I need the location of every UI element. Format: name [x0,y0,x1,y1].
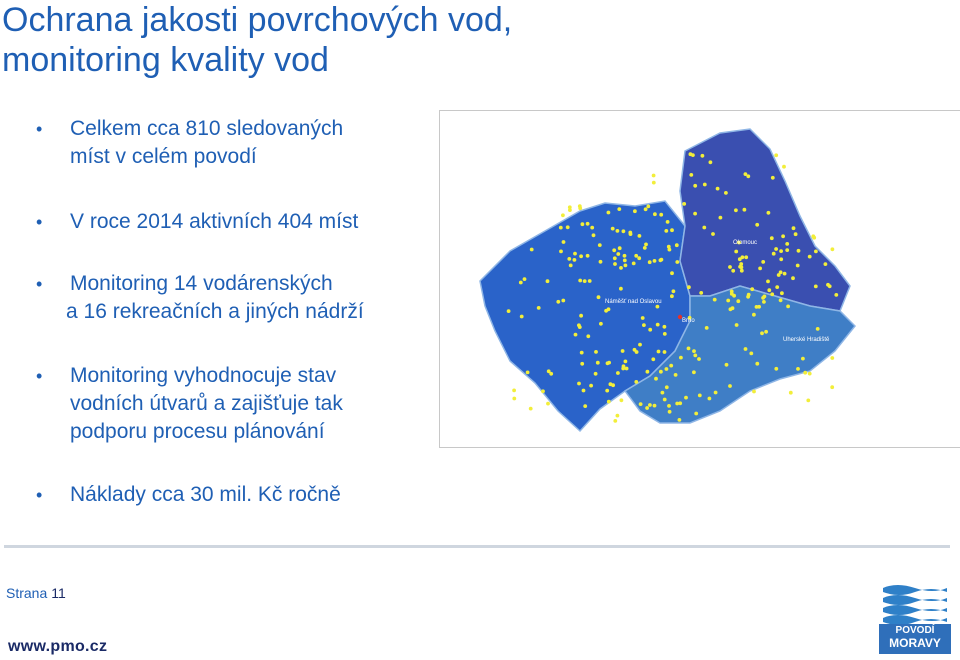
site-dot [775,285,779,289]
site-dot [653,212,657,216]
site-dot [734,208,738,212]
site-dot [582,389,586,393]
site-dot [786,305,790,309]
site-dot [758,267,762,271]
site-dot [646,205,650,209]
site-dot [766,280,770,284]
site-dot [638,234,642,238]
site-dot [824,262,828,266]
site-dot [663,332,667,336]
site-dot [697,357,701,361]
site-dot [755,305,759,309]
site-dot [749,352,753,356]
site-dot [652,174,656,178]
site-dot [644,243,648,247]
site-dot [623,254,627,258]
site-dot [656,323,660,327]
site-dot [771,176,775,180]
site-dot [687,285,691,289]
site-dot [770,292,774,296]
site-dot [653,259,657,263]
site-dot [797,249,801,253]
site-dot [607,211,611,215]
site-dot [623,259,627,263]
site-dot [767,211,771,215]
site-dot [734,250,738,254]
site-dot [692,349,696,353]
site-dot [583,279,587,283]
site-dot [679,356,683,360]
site-dot [752,390,756,394]
site-dot [670,271,674,275]
site-dot [592,233,596,237]
site-dot [586,334,590,338]
site-dot [755,223,759,227]
site-dot [573,258,577,262]
site-dot [596,361,600,365]
map-label-brno: Brno [682,318,695,324]
site-dot [770,236,774,240]
bullet-5-line-1: Náklady cca 30 mil. Kč ročně [70,483,341,506]
site-dot [648,260,652,264]
site-dot [667,404,671,408]
site-dot [705,326,709,330]
site-dot [578,279,582,283]
site-dot [708,397,712,401]
site-dot [559,226,563,230]
site-dot [586,254,590,258]
site-dot [523,277,527,281]
site-dot [624,360,628,364]
site-dot [719,216,723,220]
site-dot [613,419,617,423]
site-dot [512,389,516,393]
site-dot [569,264,573,268]
site-dot [583,404,587,408]
site-dot [613,256,617,260]
site-dot [670,294,674,298]
site-dot [633,348,637,352]
site-dot [663,350,667,354]
site-dot [547,369,551,373]
site-dot [638,343,642,347]
site-dot [577,323,581,327]
bullet-dot-icon: • [36,212,43,232]
site-dot [792,226,796,230]
site-dot [678,401,682,405]
site-dot [625,367,629,371]
site-dot [666,220,670,224]
page-title [2,0,512,80]
map-label-olomouc: Olomouc [733,240,758,246]
site-dot [730,292,734,296]
site-dot [736,299,740,303]
site-dot [744,347,748,351]
site-dot [693,354,697,358]
site-dot [774,367,778,371]
site-dot [816,327,820,331]
bullet-dot-icon: • [36,366,43,386]
site-dot [620,398,624,402]
site-dot [672,289,676,293]
site-dot [814,285,818,289]
site-dot [622,229,626,233]
site-dot [834,293,838,297]
site-dot [612,248,616,252]
site-dot [803,371,807,375]
site-dot [660,258,664,262]
bullet-4-line-1: Monitoring vyhodnocuje stav [70,364,337,387]
site-dot [669,364,673,368]
bullet-4-line-3: podporu procesu plánování [70,420,325,443]
site-dot [814,250,818,254]
site-dot [597,295,601,299]
site-dot [637,256,641,260]
site-dot [752,313,756,317]
basin-map-graphic [440,111,960,447]
site-dot [632,262,636,266]
site-dot [670,228,674,232]
site-dot [755,362,759,366]
site-dot [657,350,661,354]
site-dot [728,265,732,269]
site-dot [728,384,732,388]
site-dot [699,291,703,295]
site-dot [806,399,810,403]
site-dot [789,391,793,395]
site-dot [774,153,778,157]
site-dot [711,232,715,236]
site-dot [559,250,563,254]
site-dot [526,371,530,375]
page-indicator [6,585,66,601]
site-dot [574,333,578,337]
site-dot [529,407,533,411]
site-dot [599,260,603,264]
site-dot [586,222,590,226]
site-dot [641,316,645,320]
site-dot [588,279,592,283]
site-dot [616,252,620,256]
page-label: Strana [6,585,48,601]
bullet-2-line-1: V roce 2014 aktivních 404 míst [70,210,359,233]
site-dot [682,202,686,206]
site-dot [580,351,584,355]
site-dot [764,330,768,334]
site-dot [831,247,835,251]
site-dot [520,315,524,319]
bullet-4-line-2: vodních útvarů a zajišťuje tak [70,392,343,415]
site-dot [791,276,795,280]
site-dot [692,370,696,374]
website-link[interactable]: www.pmo.cz [8,638,108,655]
site-dot [580,362,584,366]
site-dot [663,398,667,402]
site-dot [594,372,598,376]
site-dot [808,372,812,376]
site-dot [689,173,693,177]
site-dot [675,243,679,247]
site-dot [794,232,798,236]
site-dot [663,325,667,329]
site-dot [634,254,638,258]
site-dot [642,323,646,327]
site-dot [617,207,621,211]
site-dot [743,208,747,212]
site-dot [653,404,657,408]
site-dot [619,266,623,270]
site-dot [619,287,623,291]
bullet-1-line-2: míst v celém povodí [70,145,257,168]
site-dot [665,385,669,389]
site-dot [779,298,783,302]
site-dot [621,367,625,371]
site-dot [808,255,812,259]
site-dot [607,307,611,311]
site-dot [774,247,778,251]
site-dot [578,204,582,208]
brno-marker [678,315,682,319]
site-dot [589,384,593,388]
site-dot [616,414,620,418]
site-dot [613,262,617,266]
map-region-north [680,129,850,311]
site-dot [598,243,602,247]
site-dot [541,389,545,393]
page-number: 11 [51,585,66,601]
site-dot [594,350,598,354]
site-dot [643,246,647,250]
site-dot [693,184,697,188]
site-dot [566,225,570,229]
site-dot [561,213,565,217]
site-dot [812,236,816,240]
site-dot [684,396,688,400]
site-dot [599,322,603,326]
site-dot [644,207,648,211]
site-dot [519,281,523,285]
site-dot [616,229,620,233]
site-dot [830,356,834,360]
site-dot [512,397,516,401]
site-dot [590,226,594,230]
site-dot [714,391,718,395]
site-dot [567,257,571,261]
site-dot [760,331,764,335]
site-dot [648,328,652,332]
site-dot [556,300,560,304]
title-line-2: monitoring kvality vod [2,41,329,79]
site-dot [530,248,534,252]
site-dot [664,229,668,233]
site-dot [568,208,572,212]
site-dot [761,260,765,264]
logo-text [879,625,951,649]
site-dot [767,288,771,292]
bullet-dot-icon: • [36,274,43,294]
site-dot [665,367,669,371]
site-dot [724,191,728,195]
site-dot [611,227,615,231]
site-dot [656,305,660,309]
site-dot [801,357,805,361]
site-dot [693,212,697,216]
site-dot [713,298,717,302]
bullet-dot-icon: • [36,485,43,505]
site-dot [763,295,767,299]
footer-divider [4,545,950,548]
site-dot [701,154,705,158]
bullet-1-line-1: Celkem cca 810 sledovaných [70,117,344,140]
site-dot [661,391,665,395]
site-dot [646,370,650,374]
site-dot [581,222,585,226]
site-dot [796,264,800,268]
site-dot [747,293,751,297]
bullet-3-line-2: a 16 rekreačních a jiných nádrží [66,300,364,323]
bullet-3-line-1: Monitoring 14 vodárenských [70,272,333,295]
site-dot [678,418,682,422]
site-dot [779,257,783,261]
site-dot [738,265,742,269]
site-dot [633,209,637,213]
site-dot [698,394,702,398]
site-dot [674,373,678,377]
site-dot [616,371,620,375]
site-dot [561,299,565,303]
site-dot [779,249,783,253]
site-dot [607,361,611,365]
site-dot [659,370,663,374]
site-dot [648,403,652,407]
site-dot [777,273,781,277]
site-dot [772,252,776,256]
site-dot [607,400,611,404]
site-dot [744,255,748,259]
site-dot [652,181,656,185]
site-dot [624,264,628,268]
site-dot [762,300,766,304]
site-dot [782,165,786,169]
site-dot [573,252,577,256]
site-dot [611,383,615,387]
site-dot [687,347,691,351]
site-dot [735,323,739,327]
site-dot [780,291,784,295]
site-dot [716,187,720,191]
site-dot [731,269,735,273]
map-label-uherske: Uherské Hradiště [783,337,830,343]
site-dot [579,254,583,258]
bullet-dot-icon: • [36,119,43,139]
site-dot [725,363,729,367]
site-dot [702,226,706,230]
site-dot [507,309,511,313]
site-dot [668,410,672,414]
site-dot [828,284,832,288]
site-dot [618,246,622,250]
site-dot [746,174,750,178]
monitoring-map [439,110,960,448]
site-dot [694,412,698,416]
site-dot [605,389,609,393]
site-dot [785,248,789,252]
site-dot [579,314,583,318]
site-dot [645,406,649,410]
site-dot [783,272,787,276]
logo-line-2: MORAVY [889,636,941,650]
site-dot [639,402,643,406]
map-label-namest: Náměšť nad Oslavou [605,299,662,305]
title-line-1: Ochrana jakosti povrchových vod, [2,1,513,39]
site-dot [729,307,733,311]
site-dot [634,380,638,384]
site-dot [691,153,695,157]
site-dot [577,382,581,386]
logo-line-1: POVODÍ [895,625,935,636]
site-dot [785,242,789,246]
site-dot [562,240,566,244]
site-dot [796,367,800,371]
site-dot [741,255,745,259]
site-dot [654,377,658,381]
site-dot [651,357,655,361]
site-dot [709,160,713,164]
site-dot [629,232,633,236]
site-dot [675,260,679,264]
site-dot [830,385,834,389]
site-dot [546,402,550,406]
site-dot [703,183,707,187]
site-dot [740,269,744,273]
site-dot [726,299,730,303]
site-dot [659,213,663,217]
site-dot [668,248,672,252]
site-dot [781,234,785,238]
site-dot [621,349,625,353]
site-dot [537,306,541,310]
site-dot [546,279,550,283]
site-dot [750,287,754,291]
